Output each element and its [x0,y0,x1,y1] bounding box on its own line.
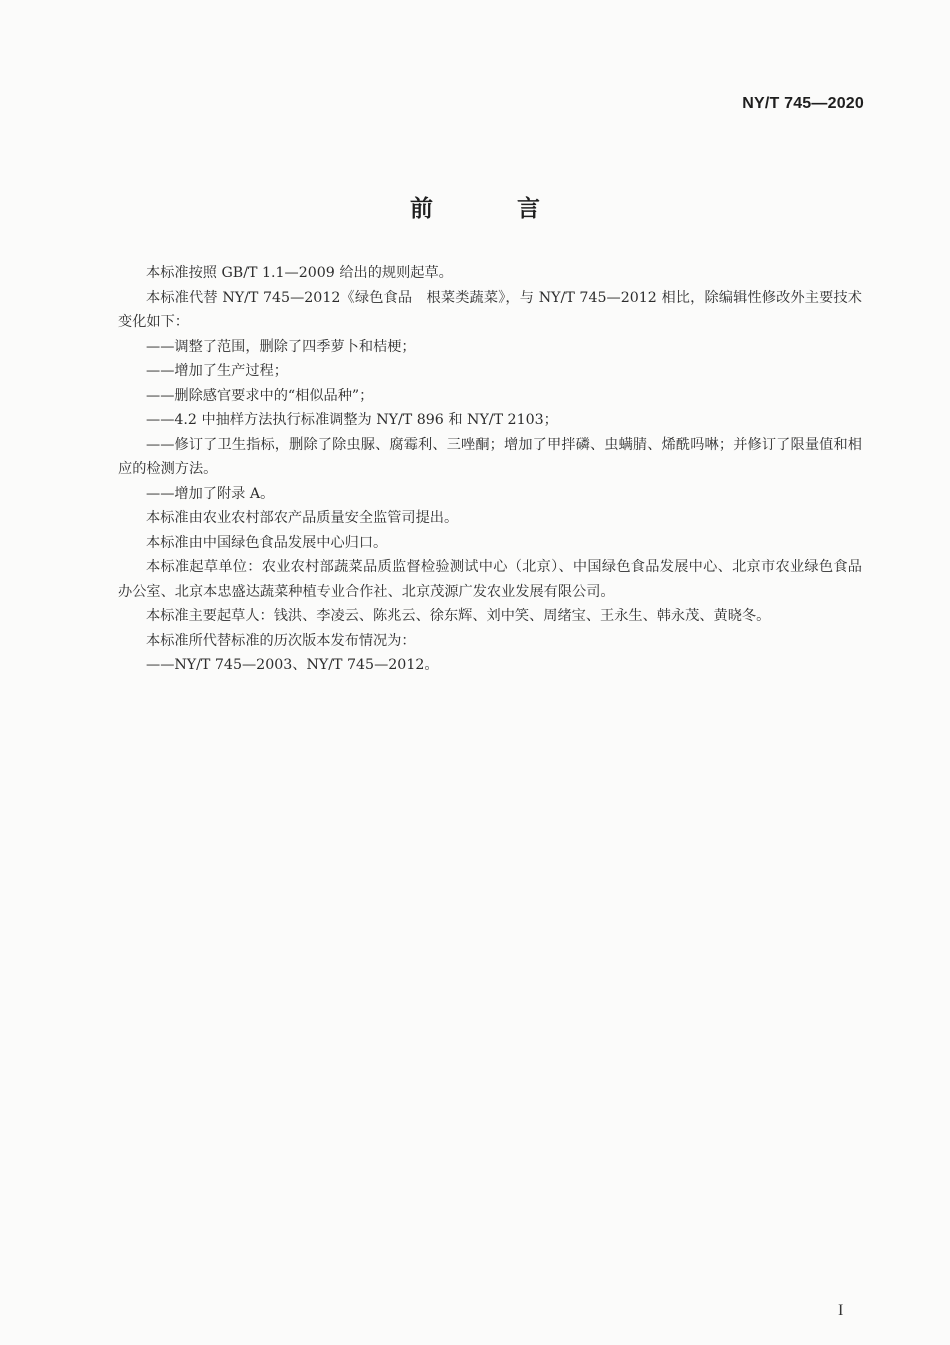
change-item-scope: ——调整了范围，删除了四季萝卜和桔梗； [146,338,416,355]
page-title: 前 言 [409,196,578,222]
change-item-sampling: ——4.2 中抽样方法执行标准调整为 NY/T 896 和 NY/T 2103； [146,412,558,428]
change-item-sensory: ——删除感官要求中的“相似品种”； [146,387,374,404]
foreword-body [118,261,862,678]
paragraph-proposed-by: 本标准由农业农村部农产品质量安全监管司提出。 [146,510,459,526]
paragraph-drafters: 本标准主要起草人：钱洪、李凌云、陈兆云、徐东辉、刘中笑、周绪宝、王永生、韩永茂、黄晓冬。 [146,608,771,624]
paragraph-drafting-units: 本标准起草单位：农业农村部蔬菜品质监督检验测试中心（北京）、中国绿色食品发展中心、北京市农业绿色食品办公室、北京本忠盛达蔬菜种植专业合作社、北京茂源广发农业发展有限公司。 [118,559,862,600]
page-number: I [838,1302,844,1319]
paragraph-centralized-by: 本标准由中国绿色食品发展中心归口。 [146,534,388,551]
change-item-production: ——增加了生产过程； [146,363,288,379]
paragraph-version-history: 本标准所代替标准的历次版本发布情况为： [146,632,416,649]
paragraph-replaces-standard: 本标准代替 NY/T 745—2012《绿色食品 根菜类蔬菜》，与 NY/T 745—2012 相比，除编辑性修改外主要技术变化如下： [118,289,862,330]
change-item-hygiene: ——修订了卫生指标，删除了除虫脲、腐霉利、三唑酮；增加了甲拌磷、虫螨腈、烯酰吗啉；并修订了限量值和相应的检测方法。 [118,436,862,477]
standard-number: NY/T 745—2020 [742,95,864,112]
paragraph-drafting-rules: 本标准按照 GB/T 1.1—2009 给出的规则起草。 [146,265,453,281]
change-item-appendix: ——增加了附录 A。 [146,485,275,502]
version-history-item: ——NY/T 745—2003、NY/T 745—2012。 [146,657,439,673]
